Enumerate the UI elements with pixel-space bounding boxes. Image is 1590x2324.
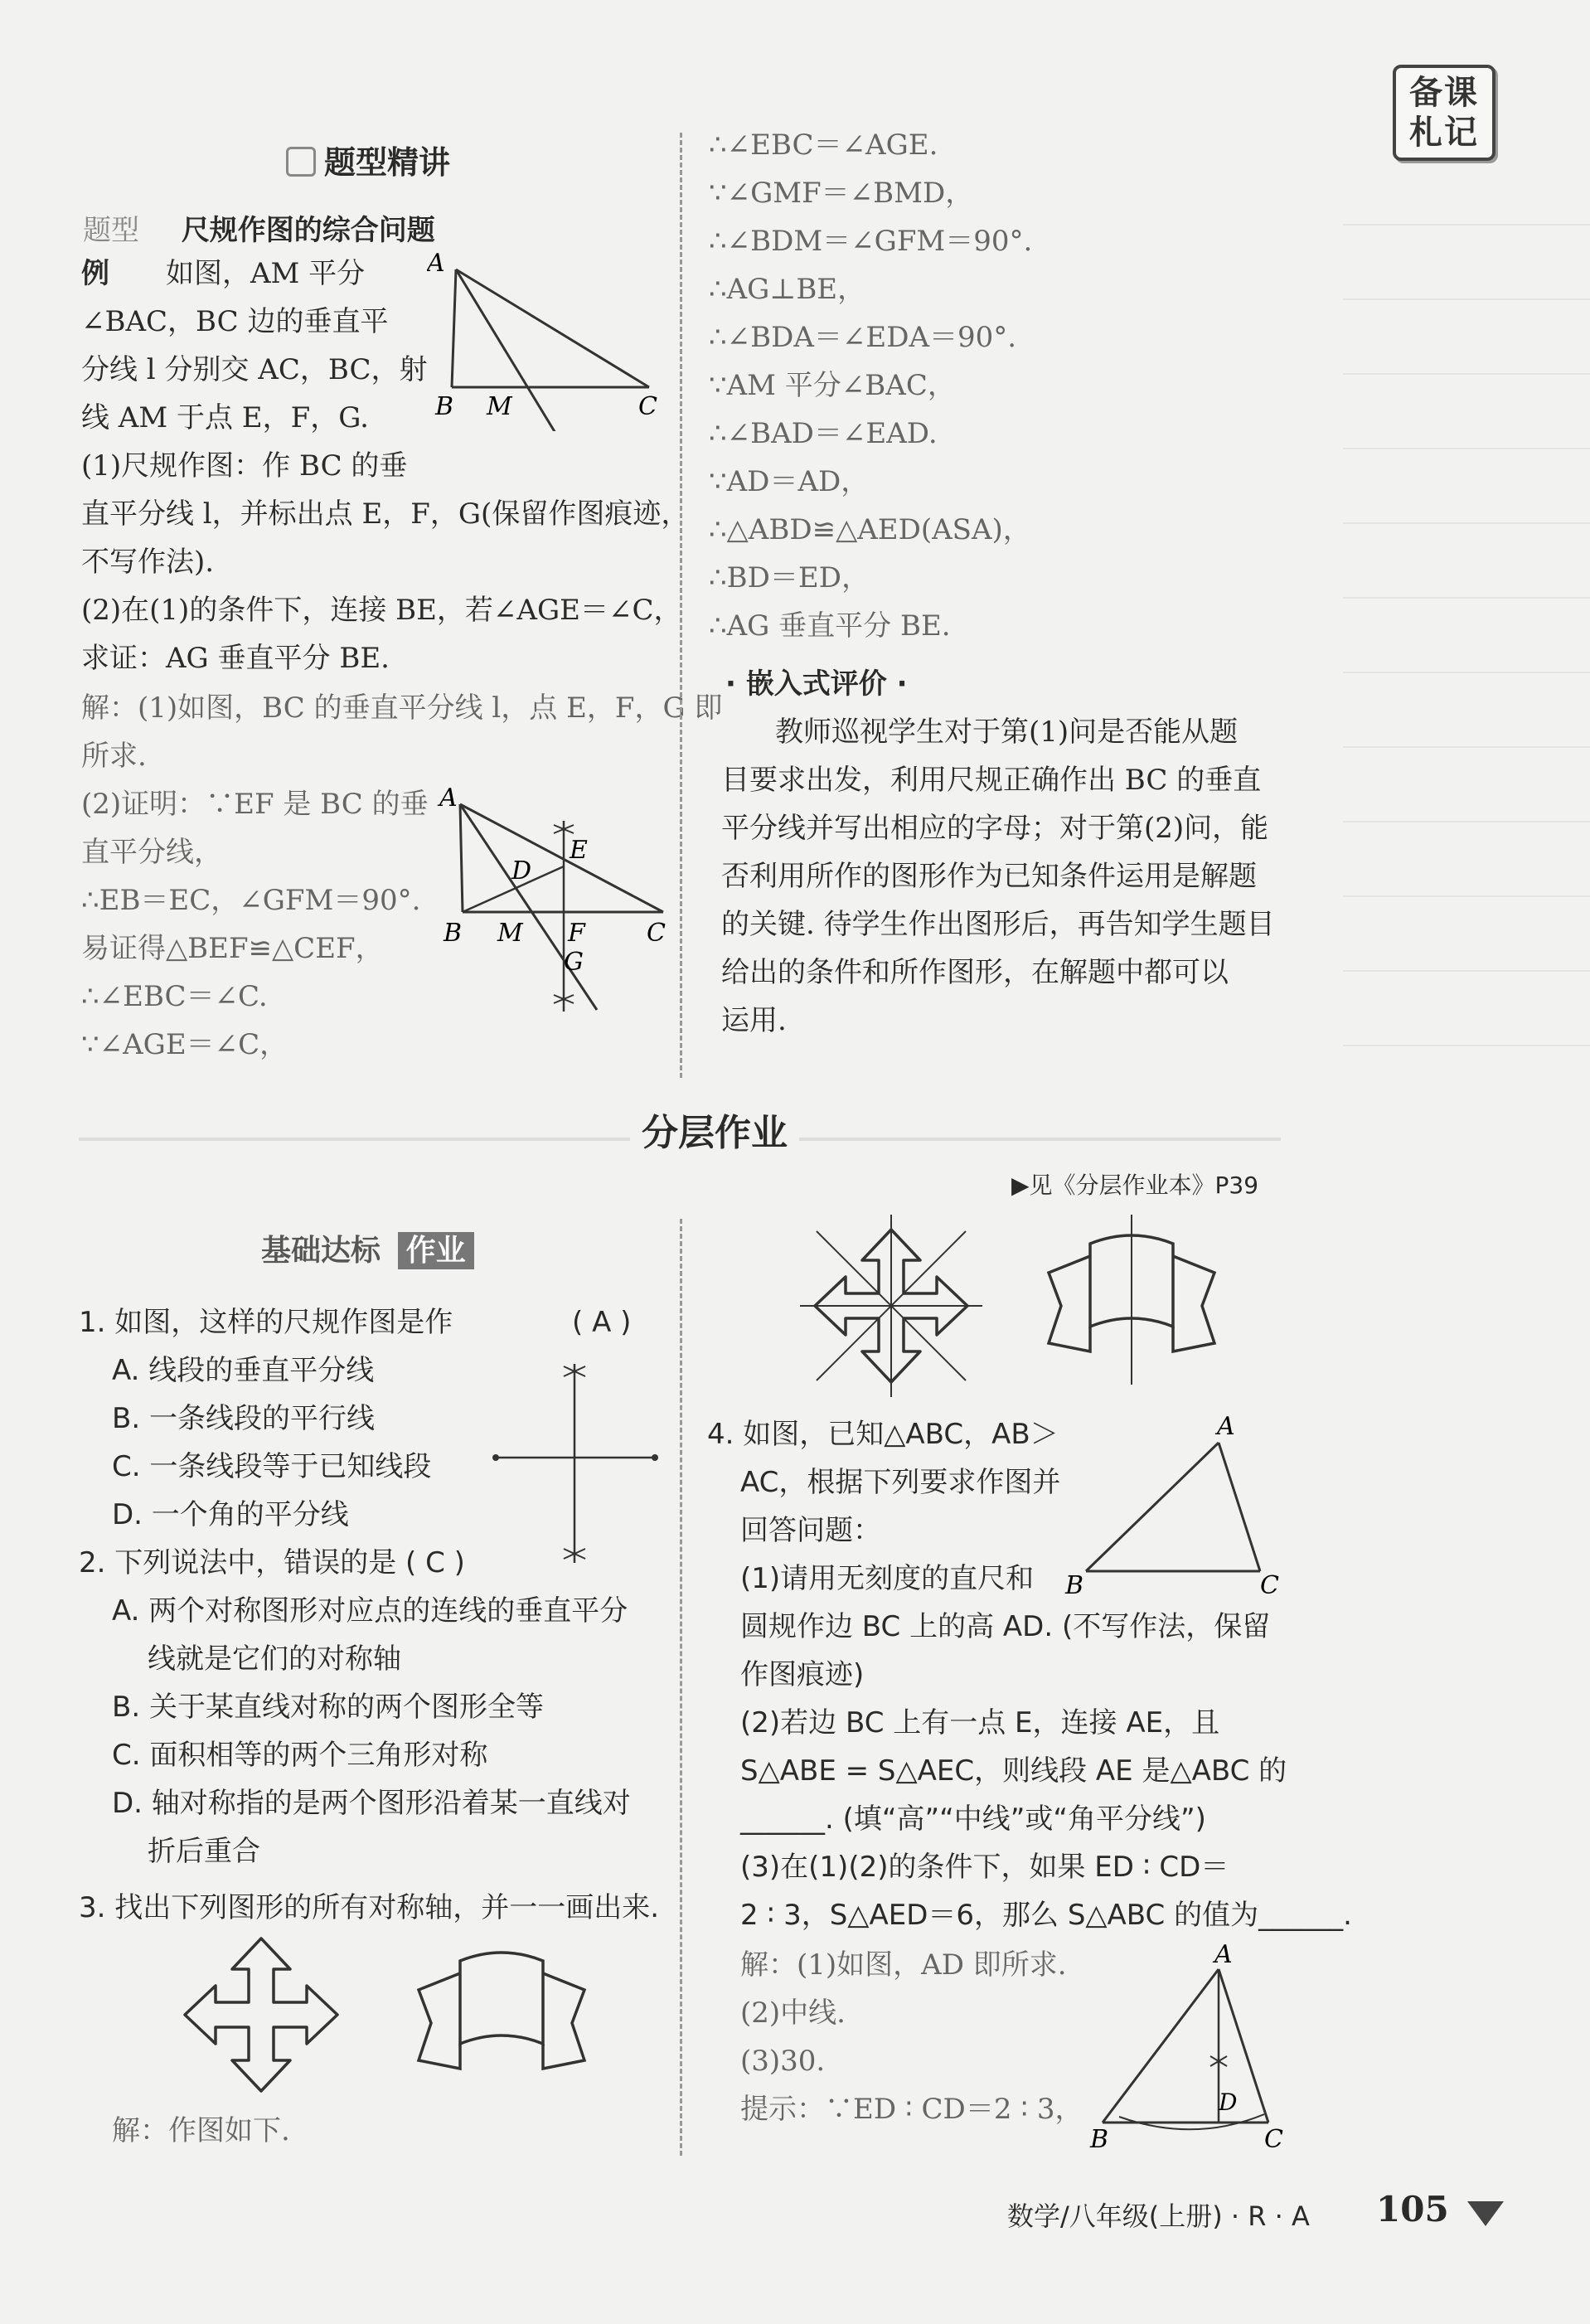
question-line: (1)尺规作图：作 BC 的垂 — [81, 449, 408, 483]
q2-option: C. 面积相等的两个三角形对称 — [112, 1739, 488, 1772]
level-label — [261, 1227, 474, 1269]
solution-line: 直平分线， — [81, 836, 222, 869]
fig2-label-a: A — [439, 788, 458, 813]
triangle-altitude-figure — [1078, 1944, 1293, 2160]
q4-line: 4. 如图，已知△ABC，AB＞ — [707, 1418, 1059, 1451]
question-line: 直平分线 l，并标出点 E，F，G(保留作图痕迹， — [81, 497, 690, 531]
topic-tag: 题型 — [83, 214, 139, 247]
q4-line: 圆规作边 BC 上的高 AD. (不写作法，保留 — [740, 1610, 1271, 1643]
solution-line: ∴AG⊥BE， — [709, 273, 866, 306]
solution-line: 所求. — [81, 740, 147, 773]
eval-line: 平分线并写出相应的字母；对于第(2)问，能 — [721, 812, 1269, 845]
column-divider-2 — [680, 1219, 682, 2156]
q1-option: A. 线段的垂直平分线 — [112, 1354, 375, 1387]
note-line — [1343, 1045, 1590, 1046]
corner-badge-text: 备课札记 — [1409, 74, 1479, 152]
fig1-label-m: M — [487, 392, 512, 421]
notes-column — [1343, 0, 1590, 2324]
ribbon-solution-figure — [1040, 1215, 1223, 1389]
fig2-label-d: D — [511, 856, 532, 885]
fig2-label-m: M — [497, 919, 523, 948]
note-line — [1343, 672, 1590, 673]
q4-solution: (3)30. — [740, 2045, 826, 2078]
footer-subject: 数学/八年级(上册) · R · A — [1007, 2200, 1310, 2232]
q4-line: (3)在(1)(2)的条件下，如果 ED ∶ CD＝ — [740, 1851, 1229, 1884]
q1-answer: ( A ) — [572, 1306, 632, 1339]
solution-line: ∴EB＝EC，∠GFM＝90°. — [81, 884, 421, 917]
triangle-figure-2 — [435, 788, 676, 1028]
fig2-label-c: C — [647, 919, 666, 948]
section-title-text: 题型精讲 — [324, 144, 451, 181]
section-title — [286, 137, 450, 182]
note-line — [1343, 821, 1590, 822]
eval-title: · 嵌入式评价 · — [725, 667, 908, 701]
note-line — [1343, 298, 1590, 300]
q4-solution: (2)中线. — [740, 1997, 846, 2030]
fig5-label-c: C — [1264, 2125, 1283, 2154]
fig1-label-c: C — [638, 392, 657, 421]
fig5-label-b: B — [1090, 2125, 1109, 2154]
topic-title: 尺规作图的综合问题 — [181, 214, 435, 247]
solution-line: ∵∠GMF＝∠BMD， — [709, 177, 974, 210]
note-line — [1343, 448, 1590, 449]
solution-line: 解：(1)如图，BC 的垂直平分线 l，点 E，F，G 即 — [81, 691, 723, 725]
solution-line: 易证得△BEF≌△CEF， — [81, 932, 384, 965]
arrows-figure — [178, 1932, 344, 2098]
solution-line: ∴AG 垂直平分 BE. — [709, 609, 951, 643]
example-line: 如图，AM 平分 — [166, 257, 366, 290]
note-line — [1343, 373, 1590, 375]
q4-solution: 提示：∵ED ∶ CD＝2 ∶ 3， — [740, 2093, 1083, 2126]
eval-line: 否利用所作的图形作为已知条件运用是解题 — [721, 860, 1257, 893]
topic-row — [83, 207, 435, 248]
example-line: 线 AM 于点 E，F，G. — [81, 401, 369, 434]
q2-option: B. 关于某直线对称的两个图形全等 — [112, 1691, 544, 1724]
question-line: 不写作法). — [81, 546, 215, 579]
fig2-label-f: F — [568, 919, 585, 948]
q3-solution: 解：作图如下. — [112, 2114, 290, 2147]
fig2-label-b: B — [444, 919, 463, 948]
eval-line: 给出的条件和所作图形，在解题中都可以 — [721, 956, 1229, 989]
fig2-label-e: E — [570, 836, 588, 865]
q2-option: A. 两个对称图形对应点的连线的垂直平分 — [112, 1594, 628, 1628]
q3-stem: 3. 找出下列图形的所有对称轴，并一一画出来. — [79, 1891, 660, 1924]
page-corner-icon — [1467, 2201, 1504, 2226]
note-line — [1343, 970, 1590, 972]
q4-line: AC，根据下列要求作图并 — [740, 1466, 1061, 1499]
arrows-solution-figure — [800, 1215, 982, 1397]
triangle-abc-figure — [1061, 1409, 1285, 1600]
q1-option: D. 一个角的平分线 — [112, 1498, 349, 1531]
solution-line: (2)证明：∵EF 是 BC 的垂 — [81, 788, 429, 821]
fig2-label-g: G — [564, 948, 584, 977]
q1-option: C. 一条线段等于已知线段 — [112, 1450, 432, 1483]
solution-line: ∵∠AGE＝∠C， — [81, 1028, 288, 1061]
q2-option: 折后重合 — [148, 1835, 260, 1868]
triangle-figure-1 — [427, 253, 663, 431]
note-line — [1343, 597, 1590, 599]
note-line — [1343, 224, 1590, 226]
q2-option: D. 轴对称指的是两个图形沿着某一直线对 — [112, 1787, 631, 1820]
solution-line: ∴∠BDA＝∠EDA＝90°. — [709, 321, 1017, 354]
column-divider — [680, 133, 682, 1078]
q4-line: 2 ∶ 3，S△AED＝6，那么 S△ABC 的值为______. — [740, 1899, 1352, 1932]
homework-title: 分层作业 — [630, 1103, 799, 1156]
note-line — [1343, 522, 1590, 524]
example-label: 例 — [81, 257, 109, 290]
fig1-label-a: A — [427, 253, 445, 278]
question-line: 求证：AG 垂直平分 BE. — [81, 642, 390, 675]
eval-line: 的关键. 待学生作出图形后，再告知学生题目 — [721, 908, 1275, 941]
q4-solution: 解：(1)如图，AD 即所求. — [740, 1948, 1067, 1982]
eval-line: 目要求出发，利用尺规正确作出 BC 的垂直 — [721, 764, 1262, 797]
q4-line: 回答问题： — [740, 1514, 881, 1547]
fig1-label-b: B — [435, 392, 454, 421]
level-text: 基础达标 — [261, 1234, 381, 1268]
cross-construction-figure — [489, 1360, 663, 1567]
corner-badge — [1393, 65, 1495, 161]
example-line: 分线 l 分别交 AC，BC，射 — [81, 353, 428, 386]
fig5-label-d: D — [1219, 2089, 1238, 2116]
level-tag: 作业 — [398, 1232, 474, 1269]
homework-ref: ▶见《分层作业本》P39 — [1011, 1172, 1259, 1199]
question-line: (2)在(1)的条件下，连接 BE，若∠AGE＝∠C， — [81, 594, 682, 627]
q4-line: 作图痕迹) — [740, 1658, 865, 1691]
q1-option: B. 一条线段的平行线 — [112, 1402, 375, 1435]
eval-line: 运用. — [721, 1004, 787, 1037]
q4-line: (2)若边 BC 上有一点 E，连接 AE，且 — [740, 1706, 1220, 1739]
q4-line: S△ABE = S△AEC，则线段 AE 是△ABC 的 — [740, 1754, 1287, 1788]
fig4-label-b: B — [1065, 1571, 1084, 1600]
eval-line: 教师巡视学生对于第(1)问是否能从题 — [775, 716, 1239, 749]
solution-line: ∴∠BAD＝∠EAD. — [709, 417, 938, 450]
q2-stem: 2. 下列说法中，错误的是 ( C ) — [79, 1546, 465, 1579]
q1-stem: 1. 如图，这样的尺规作图是作 — [79, 1306, 453, 1339]
solution-line: ∵AM 平分∠BAC， — [709, 369, 956, 402]
solution-line: ∴∠EBC＝∠C. — [81, 980, 268, 1013]
note-line — [1343, 895, 1590, 897]
fig5-label-a: A — [1214, 1944, 1233, 1969]
q4-line: (1)请用无刻度的直尺和 — [740, 1562, 1035, 1595]
ribbon-figure — [410, 1944, 593, 2094]
section-icon — [286, 147, 316, 177]
page-number: 105 — [1376, 2189, 1449, 2229]
fig4-label-a: A — [1217, 1412, 1235, 1441]
q2-option: 线就是它们的对称轴 — [148, 1642, 401, 1676]
solution-line: ∵AD＝AD， — [709, 465, 870, 498]
solution-line: ∴∠BDM＝∠GFM＝90°. — [709, 225, 1033, 258]
solution-line: ∴BD＝ED， — [709, 561, 870, 594]
example-line: ∠BAC，BC 边的垂直平 — [81, 305, 389, 338]
note-line — [1343, 746, 1590, 748]
q4-line: ______. (填“高”“中线”或“角平分线”) — [740, 1802, 1206, 1836]
solution-line: ∴△ABD≌△AED(ASA)， — [709, 513, 1031, 546]
solution-line: ∴∠EBC＝∠AGE. — [709, 129, 938, 162]
fig4-label-c: C — [1260, 1571, 1279, 1600]
